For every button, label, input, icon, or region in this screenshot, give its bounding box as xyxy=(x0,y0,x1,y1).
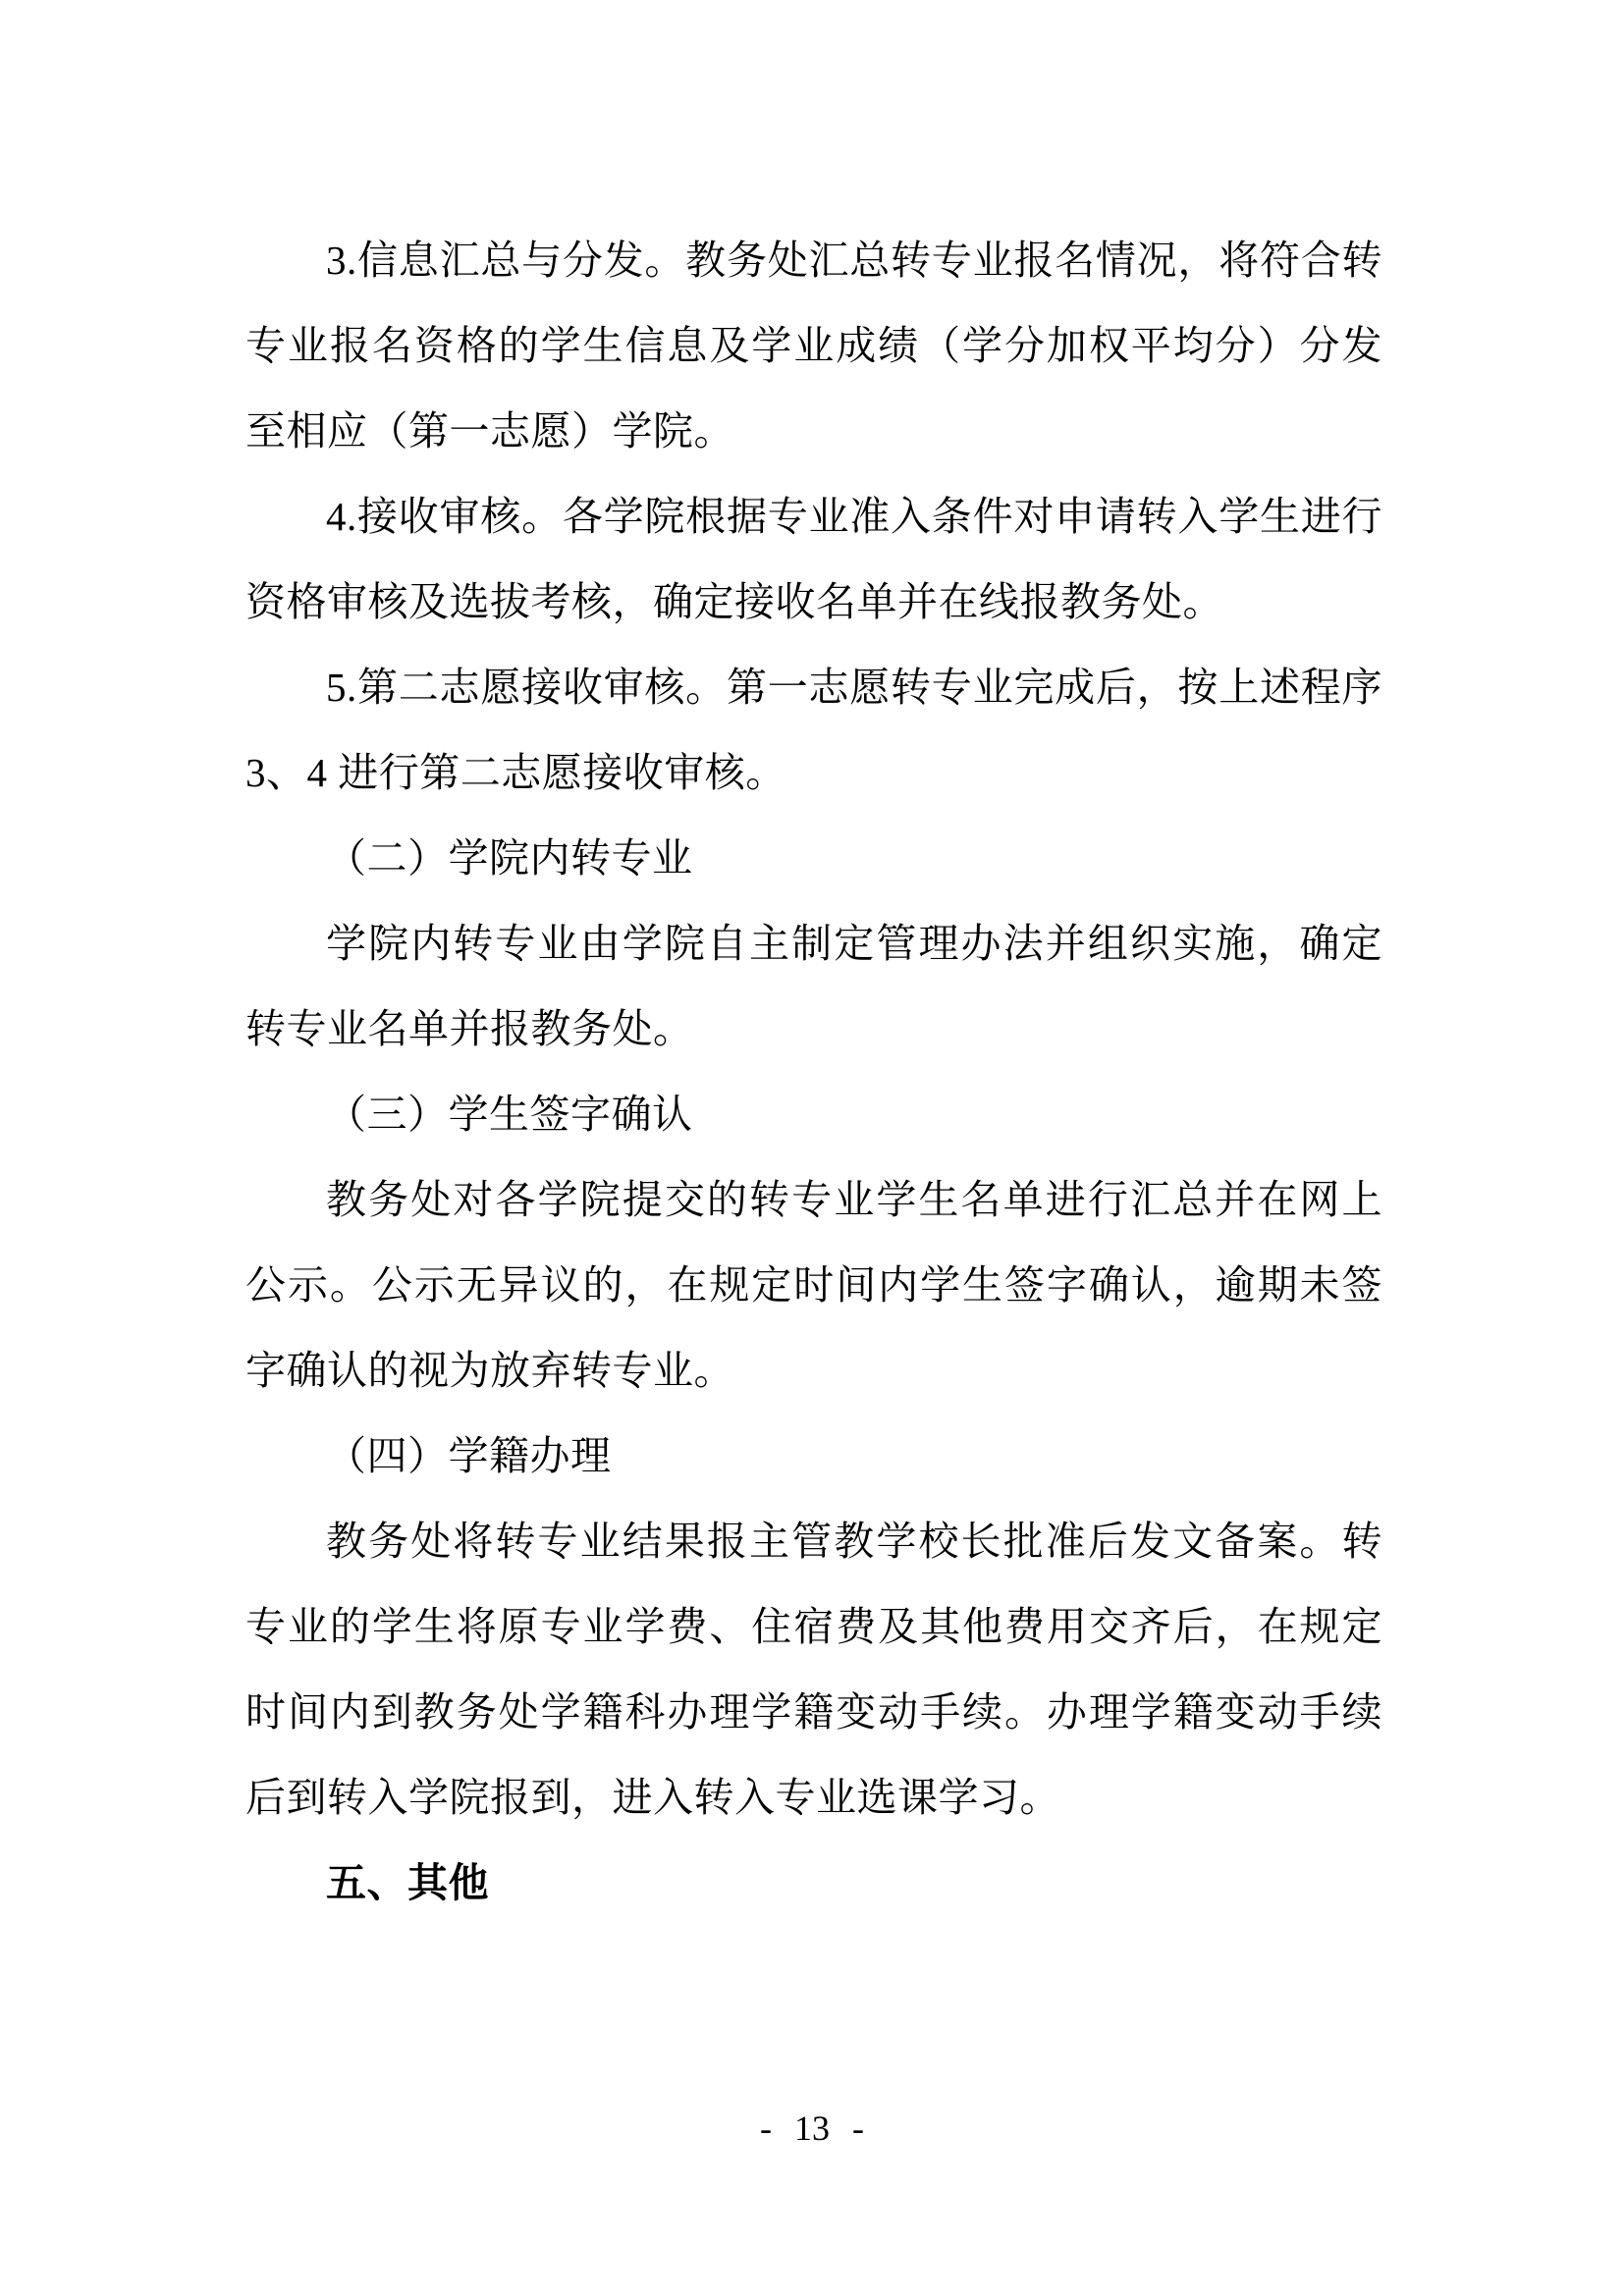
page-number: - 13 - xyxy=(760,2109,864,2148)
subsection-heading-student-signature: （三）学生签字确认 xyxy=(326,1092,693,1137)
subsection-heading-intra-college-transfer: （二）学院内转专业 xyxy=(326,835,693,881)
paragraph-second-choice-review: 5.第二志愿接收审核。第一志愿转专业完成后，按上述程序3、4 进行第二志愿接收审核。 xyxy=(245,665,1382,795)
document-body xyxy=(245,218,1382,1926)
paragraph-reception-review: 4.接收审核。各学院根据专业准入条件对申请转入学生进行资格审核及选拔考核，确定接收名单并在线报教务处。 xyxy=(245,494,1382,624)
paragraph-enrollment-processing: 教务处将转专业结果报主管教学校长批准后发文备案。转专业的学生将原专业学费、住宿费及其他费用交齐后，在规定时间内到教务处学籍科办理学籍变动手续。办理学籍变动手续后到转入学院报到，进入转入专业选课学习。 xyxy=(245,1519,1382,1820)
paragraph-info-summary-distribution: 3.信息汇总与分发。教务处汇总转专业报名情况，将符合转专业报名资格的学生信息及学业成绩（学分加权平均分）分发至相应（第一志愿）学院。 xyxy=(245,238,1382,454)
paragraph-intra-college-transfer: 学院内转专业由学院自主制定管理办法并组织实施，确定转专业名单并报教务处。 xyxy=(245,921,1382,1051)
paragraph-student-signature-confirmation: 教务处对各学院提交的转专业学生名单进行汇总并在网上公示。公示无异议的，在规定时间内学生签字确认，逾期未签字确认的视为放弃转专业。 xyxy=(245,1177,1382,1393)
subsection-heading-enrollment-processing: （四）学籍办理 xyxy=(326,1433,612,1478)
section-heading-other: 五、其他 xyxy=(326,1860,489,1905)
